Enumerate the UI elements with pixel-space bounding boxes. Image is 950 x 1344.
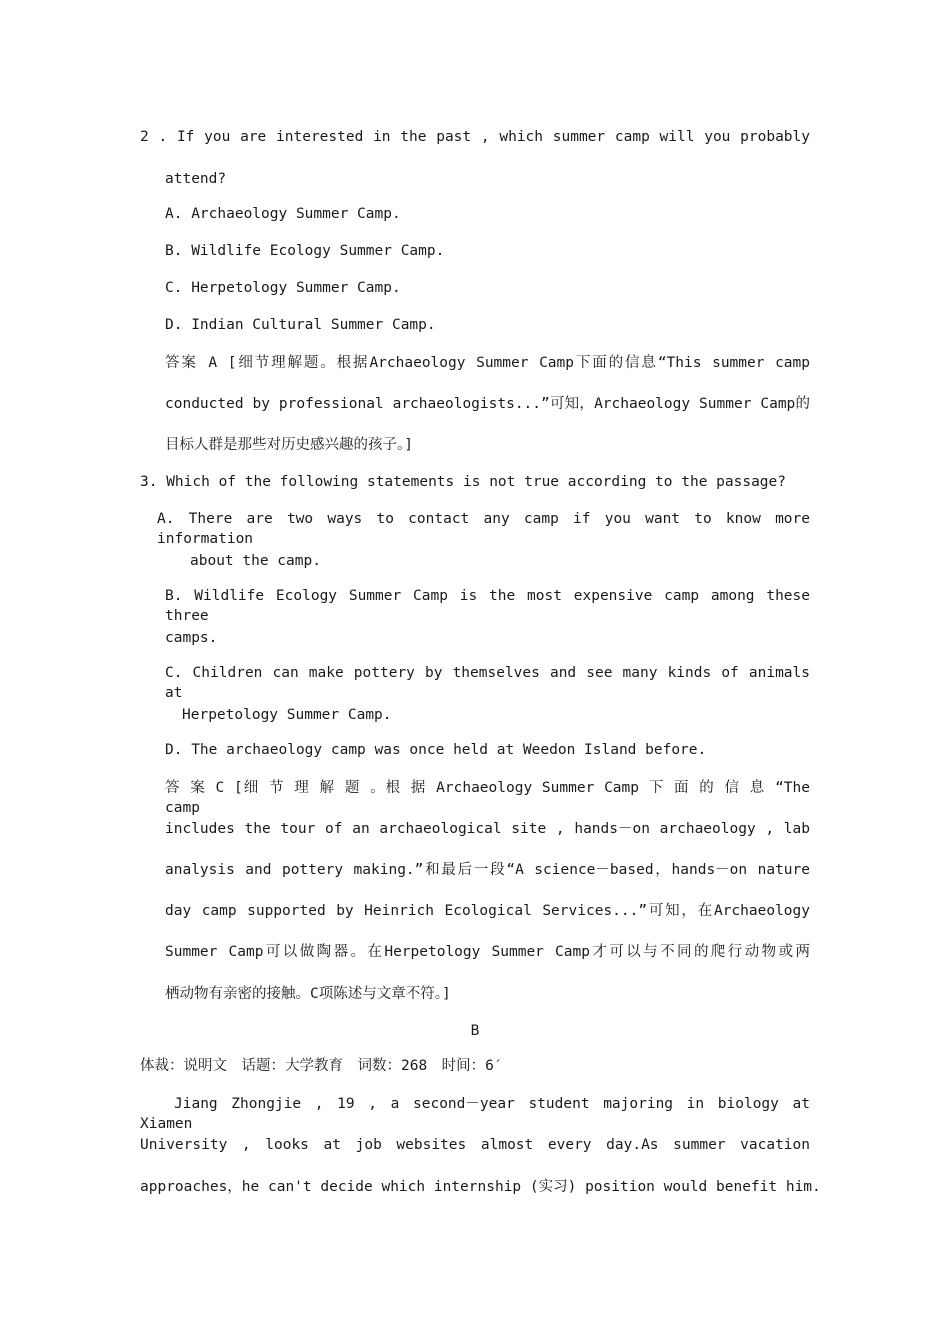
question-2-option-c: C. Herpetology Summer Camp. [165,280,401,296]
question-3-answer-line-5: Summer Camp可以做陶器。在Herpetology Summer Camp才可以与不同的爬行动物或两 [165,944,810,960]
question-3-option-a-line-2: about the camp. [190,553,321,569]
passage-line-2: University , looks at job websites almost every day.As summer vacation [140,1137,810,1153]
question-3-option-b-line-2: camps. [165,630,218,646]
question-2-answer-line-1: 答案 A [细节理解题。根据Archaeology Summer Camp下面的信息“This summer camp [165,355,810,371]
question-3-stem: 3. Which of the following statements is not true according to the passage? [140,474,787,490]
question-2-option-d: D. Indian Cultural Summer Camp. [165,317,436,333]
question-3-option-c-line-2: Herpetology Summer Camp. [182,707,392,723]
question-3-option-a-line-1: A. There are two ways to contact any camp if you want to know more information [157,511,810,547]
question-3-answer-line-3: analysis and pottery making.”和最后一段“A science－based，hands－on nature [165,862,810,878]
question-3-answer-line-2: includes the tour of an archaeological site , hands－on archaeology , lab [165,821,810,837]
question-2-answer-line-3: 目标人群是那些对历史感兴趣的孩子。] [165,437,413,453]
passage-line-1: Jiang Zhongjie , 19 , a second－year student majoring in biology at Xiamen [140,1096,810,1132]
question-3-answer-line-6: 栖动物有亲密的接触。C项陈述与文章不符。] [165,986,451,1002]
question-3-option-b-line-1: B. Wildlife Ecology Summer Camp is the most expensive camp among these three [165,588,810,624]
passage-line-3: approaches，he can't decide which internship (实习) position would benefit him. [140,1179,821,1195]
question-3-option-d: D. The archaeology camp was once held at Weedon Island before. [165,742,707,758]
question-3-answer-line-4: day camp supported by Heinrich Ecological Services...”可知，在Archaeology [165,903,810,919]
question-2-line-1: 2 . If you are interested in the past , which summer camp will you probably [140,129,810,145]
passage-meta: 体裁：说明文 话题：大学教育 词数：268 时间：6′ [140,1058,503,1074]
question-2-option-a: A. Archaeology Summer Camp. [165,206,401,222]
section-heading: B [470,1023,480,1039]
question-2-option-b: B. Wildlife Ecology Summer Camp. [165,243,445,259]
question-3-answer-line-1: 答 案 C [细 节 理 解 题 。根 据 Archaeology Summer Camp 下 面 的 信 息 “The camp [165,780,810,816]
question-2-line-2: attend? [165,171,227,187]
question-3-option-c-line-1: C. Children can make pottery by themselves and see many kinds of animals at [165,665,810,701]
question-2-answer-line-2: conducted by professional archaeologists...”可知，Archaeology Summer Camp的 [165,396,810,412]
